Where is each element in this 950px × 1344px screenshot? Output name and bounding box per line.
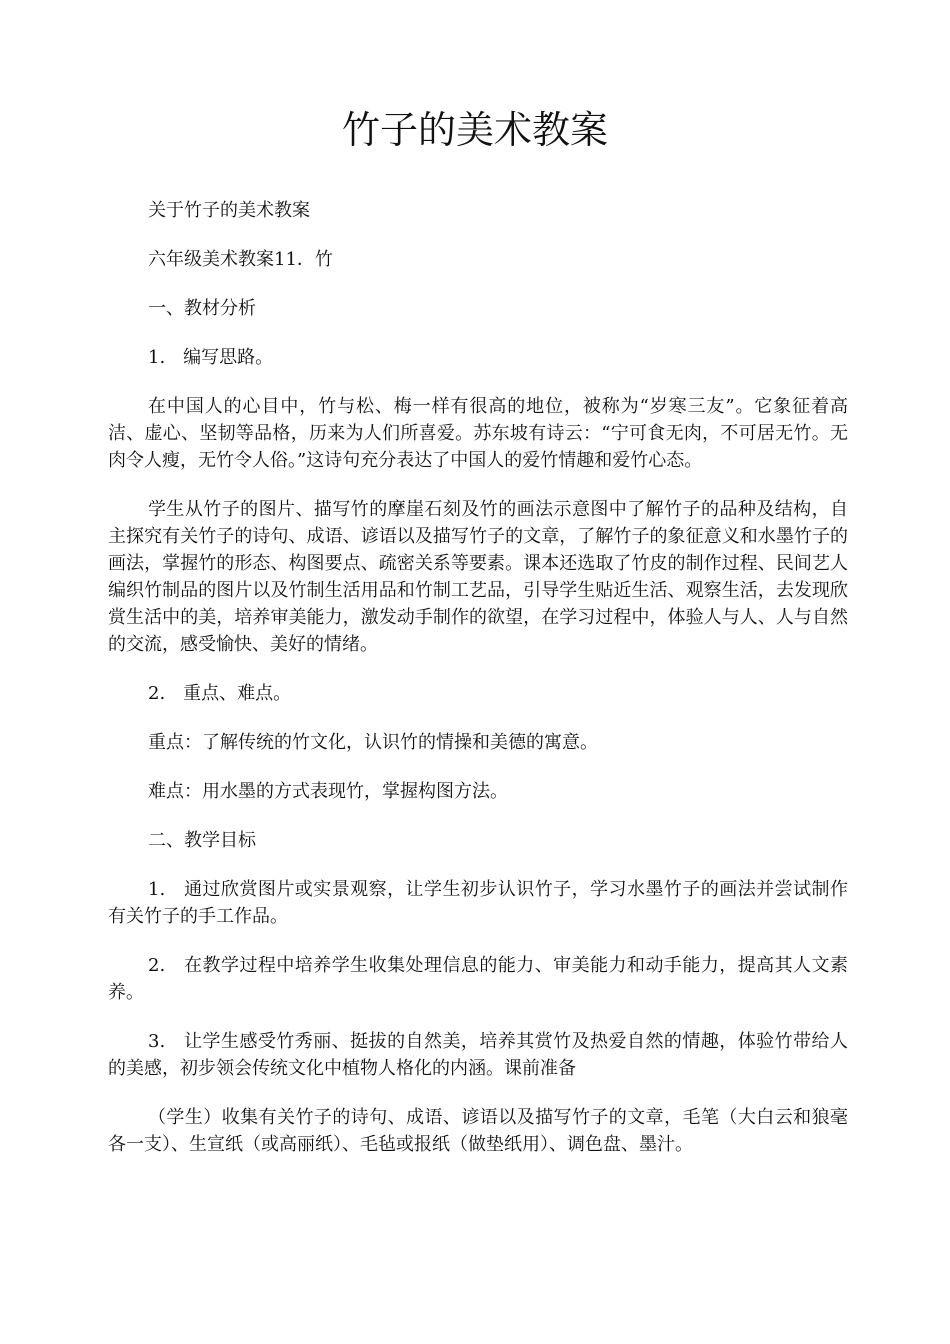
paragraph-objective-2: 2. 在教学过程中培养学生收集处理信息的能力、审美能力和动手能力，提高其人文素养。 (108, 955, 848, 1003)
section-heading-objectives: 二、教学目标 (148, 830, 256, 851)
paragraph-objective-1: 1. 通过欣赏图片或实景观察，让学生初步认识竹子，学习水墨竹子的画法并尝试制作有关竹子的手工作品。 (108, 879, 848, 927)
subheading-key-points: 2. 重点、难点。 (148, 683, 292, 704)
document-body (108, 197, 848, 1180)
document-title: 竹子的美术教案 (341, 108, 608, 152)
paragraph-lesson-heading: 六年级美术教案11．竹 (148, 249, 333, 270)
paragraph-materials: （学生）收集有关竹子的诗句、成语、谚语以及描写竹子的文章，毛笔（大白云和狼毫各一支）、生宣纸（或高丽纸）、毛毡或报纸（做垫纸用）、调色盘、墨汁。 (108, 1107, 848, 1155)
section-heading-analysis: 一、教材分析 (148, 298, 256, 319)
subheading-writing-idea: 1. 编写思路。 (148, 347, 274, 368)
paragraph-objective-3: 3. 让学生感受竹秀丽、挺拔的自然美，培养其赏竹及热爱自然的情趣，体验竹带给人的美感，初步领会传统文化中植物人格化的内涵。课前准备 (108, 1031, 848, 1079)
paragraph-subtitle: 关于竹子的美术教案 (148, 200, 310, 221)
paragraph-student-learning: 学生从竹子的图片、描写竹的摩崖石刻及竹的画法示意图中了解竹子的品种及结构，自主探究有关竹子的诗句、成语、谚语以及描写竹子的文章，了解竹子的象征意义和水墨竹子的画法，掌握竹的形态、构图要点、疏密关系等要素。课本还选取了竹皮的制作过程、民间艺人编织竹制品的图片以及竹制生活用品和竹制工艺品，引导学生贴近生活、观察生活，去发现欣赏生活中的美，培养审美能力，激发动手制作的欲望，在学习过程中，体验人与人、人与自然的交流，感受愉快、美好的情绪。 (108, 499, 848, 655)
paragraph-difficulty: 难点：用水墨的方式表现竹，掌握构图方法。 (148, 781, 508, 802)
paragraph-key-point: 重点：了解传统的竹文化，认识竹的情操和美德的寓意。 (148, 732, 598, 753)
paragraph-bamboo-status: 在中国人的心目中，竹与松、梅一样有很高的地位，被称为“岁寒三友”。它象征着高洁、虚心、坚韧等品格，历来为人们所喜爱。苏东坡有诗云：“宁可食无肉，不可居无竹。无肉令人瘦，无竹令人俗。”这诗句充分表达了中国人的爱竹情趣和爱竹心态。 (108, 396, 848, 471)
